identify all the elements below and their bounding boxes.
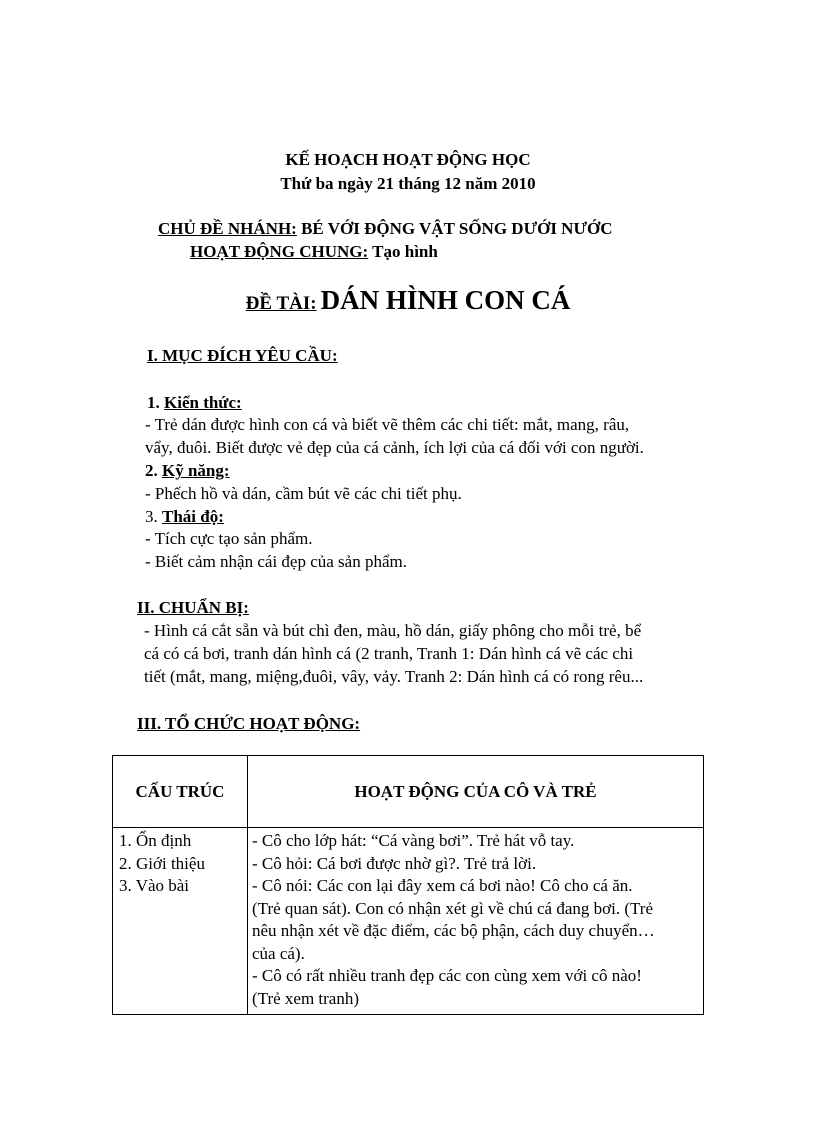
subject-line bbox=[0, 285, 816, 316]
knowledge-line-1: - Trẻ dán được hình con cá và biết vẽ thêm các chi tiết: mắt, mang, râu, bbox=[145, 415, 630, 434]
activity-table bbox=[112, 755, 704, 1015]
plan-date: Thứ ba ngày 21 tháng 12 năm 2010 bbox=[280, 174, 536, 193]
plan-title: KẾ HOẠCH HOẠT ĐỘNG HỌC bbox=[285, 150, 531, 169]
skills-heading bbox=[145, 461, 230, 481]
structure-step: 3. Vào bài bbox=[119, 876, 190, 895]
activity-cell bbox=[248, 828, 704, 1015]
structure-step: 2. Giới thiệu bbox=[119, 853, 205, 873]
prep-line-3: tiết (mắt, mang, miệng,đuôi, vây, vảy. Tranh 2: Dán hình cá có rong rêu... bbox=[144, 667, 644, 686]
subject-value: DÁN HÌNH CON CÁ bbox=[320, 285, 571, 315]
common-activity-value: Tạo hình bbox=[372, 242, 438, 261]
table-header-row bbox=[113, 756, 704, 828]
activity-line: - Cô có rất nhiều tranh đẹp các con cùng xem với cô nào! bbox=[252, 966, 642, 985]
prep-line-2: cá có cá bơi, tranh dán hình cá (2 tranh, Tranh 1: Dán hình cá vẽ các chi bbox=[144, 644, 634, 663]
attitude-num: 3. bbox=[145, 507, 158, 526]
topic-branch-value: BÉ VỚI ĐỘNG VẬT SỐNG DƯỚI NƯỚC bbox=[301, 219, 613, 238]
topic-branch-label: CHỦ ĐỀ NHÁNH: bbox=[158, 219, 297, 238]
structure-cell bbox=[113, 828, 248, 1015]
activity-line: nêu nhận xét về đặc điểm, các bộ phận, cách duy chuyển… bbox=[252, 921, 655, 940]
common-activity bbox=[190, 242, 438, 262]
attitude-line-2: - Biết cảm nhận cái đẹp của sản phẩm. bbox=[145, 552, 407, 571]
activity-line: của cá). bbox=[252, 943, 305, 963]
section-2-title: II. CHUẨN BỊ: bbox=[137, 598, 249, 617]
activity-line: - Cô cho lớp hát: “Cá vàng bơi”. Trẻ hát vỗ tay. bbox=[252, 831, 575, 850]
common-activity-label: HOẠT ĐỘNG CHUNG: bbox=[190, 242, 369, 261]
attitude-label: Thái độ: bbox=[162, 507, 224, 526]
section-3-title: III. TỔ CHỨC HOẠT ĐỘNG: bbox=[137, 714, 361, 733]
topic-branch bbox=[158, 219, 613, 239]
skills-line-1: - Phếch hồ và dán, cầm bút vẽ các chi tiết phụ. bbox=[145, 484, 462, 503]
activity-line: - Cô nói: Các con lại đây xem cá bơi nào! Cô cho cá ăn. bbox=[252, 876, 633, 895]
activity-line: (Trẻ quan sát). Con có nhận xét gì về chú cá đang bơi. (Trẻ bbox=[252, 898, 654, 918]
structure-step: 1. Ổn định bbox=[119, 831, 192, 850]
attitude-heading bbox=[145, 507, 224, 527]
skills-label: Kỹ năng: bbox=[162, 461, 230, 480]
col-structure-header: CẤU TRÚC bbox=[113, 756, 248, 828]
knowledge-line-2: vẩy, đuôi. Biết được vẻ đẹp của cá cảnh, ích lợi của cá đối với con người. bbox=[145, 438, 644, 457]
section-1-title: I. MỤC ĐÍCH YÊU CẦU: bbox=[147, 346, 338, 365]
prep-line-1: - Hình cá cắt sẵn và bút chì đen, màu, hồ dán, giấy phông cho mỗi trẻ, bể bbox=[144, 621, 642, 640]
activity-line: (Trẻ xem tranh) bbox=[252, 988, 360, 1008]
activity-line: - Cô hỏi: Cá bơi được nhờ gì?. Trẻ trả lời. bbox=[252, 853, 537, 873]
col-activity-header: HOẠT ĐỘNG CỦA CÔ VÀ TRẺ bbox=[248, 756, 704, 828]
knowledge-heading bbox=[147, 393, 242, 413]
subject-label: ĐỀ TÀI: bbox=[245, 293, 317, 314]
knowledge-label: Kiến thức: bbox=[164, 393, 242, 412]
attitude-line-1: - Tích cực tạo sản phẩm. bbox=[145, 529, 313, 548]
skills-num: 2. bbox=[145, 461, 158, 480]
knowledge-num: 1. bbox=[147, 393, 160, 412]
table-row bbox=[113, 828, 704, 1015]
